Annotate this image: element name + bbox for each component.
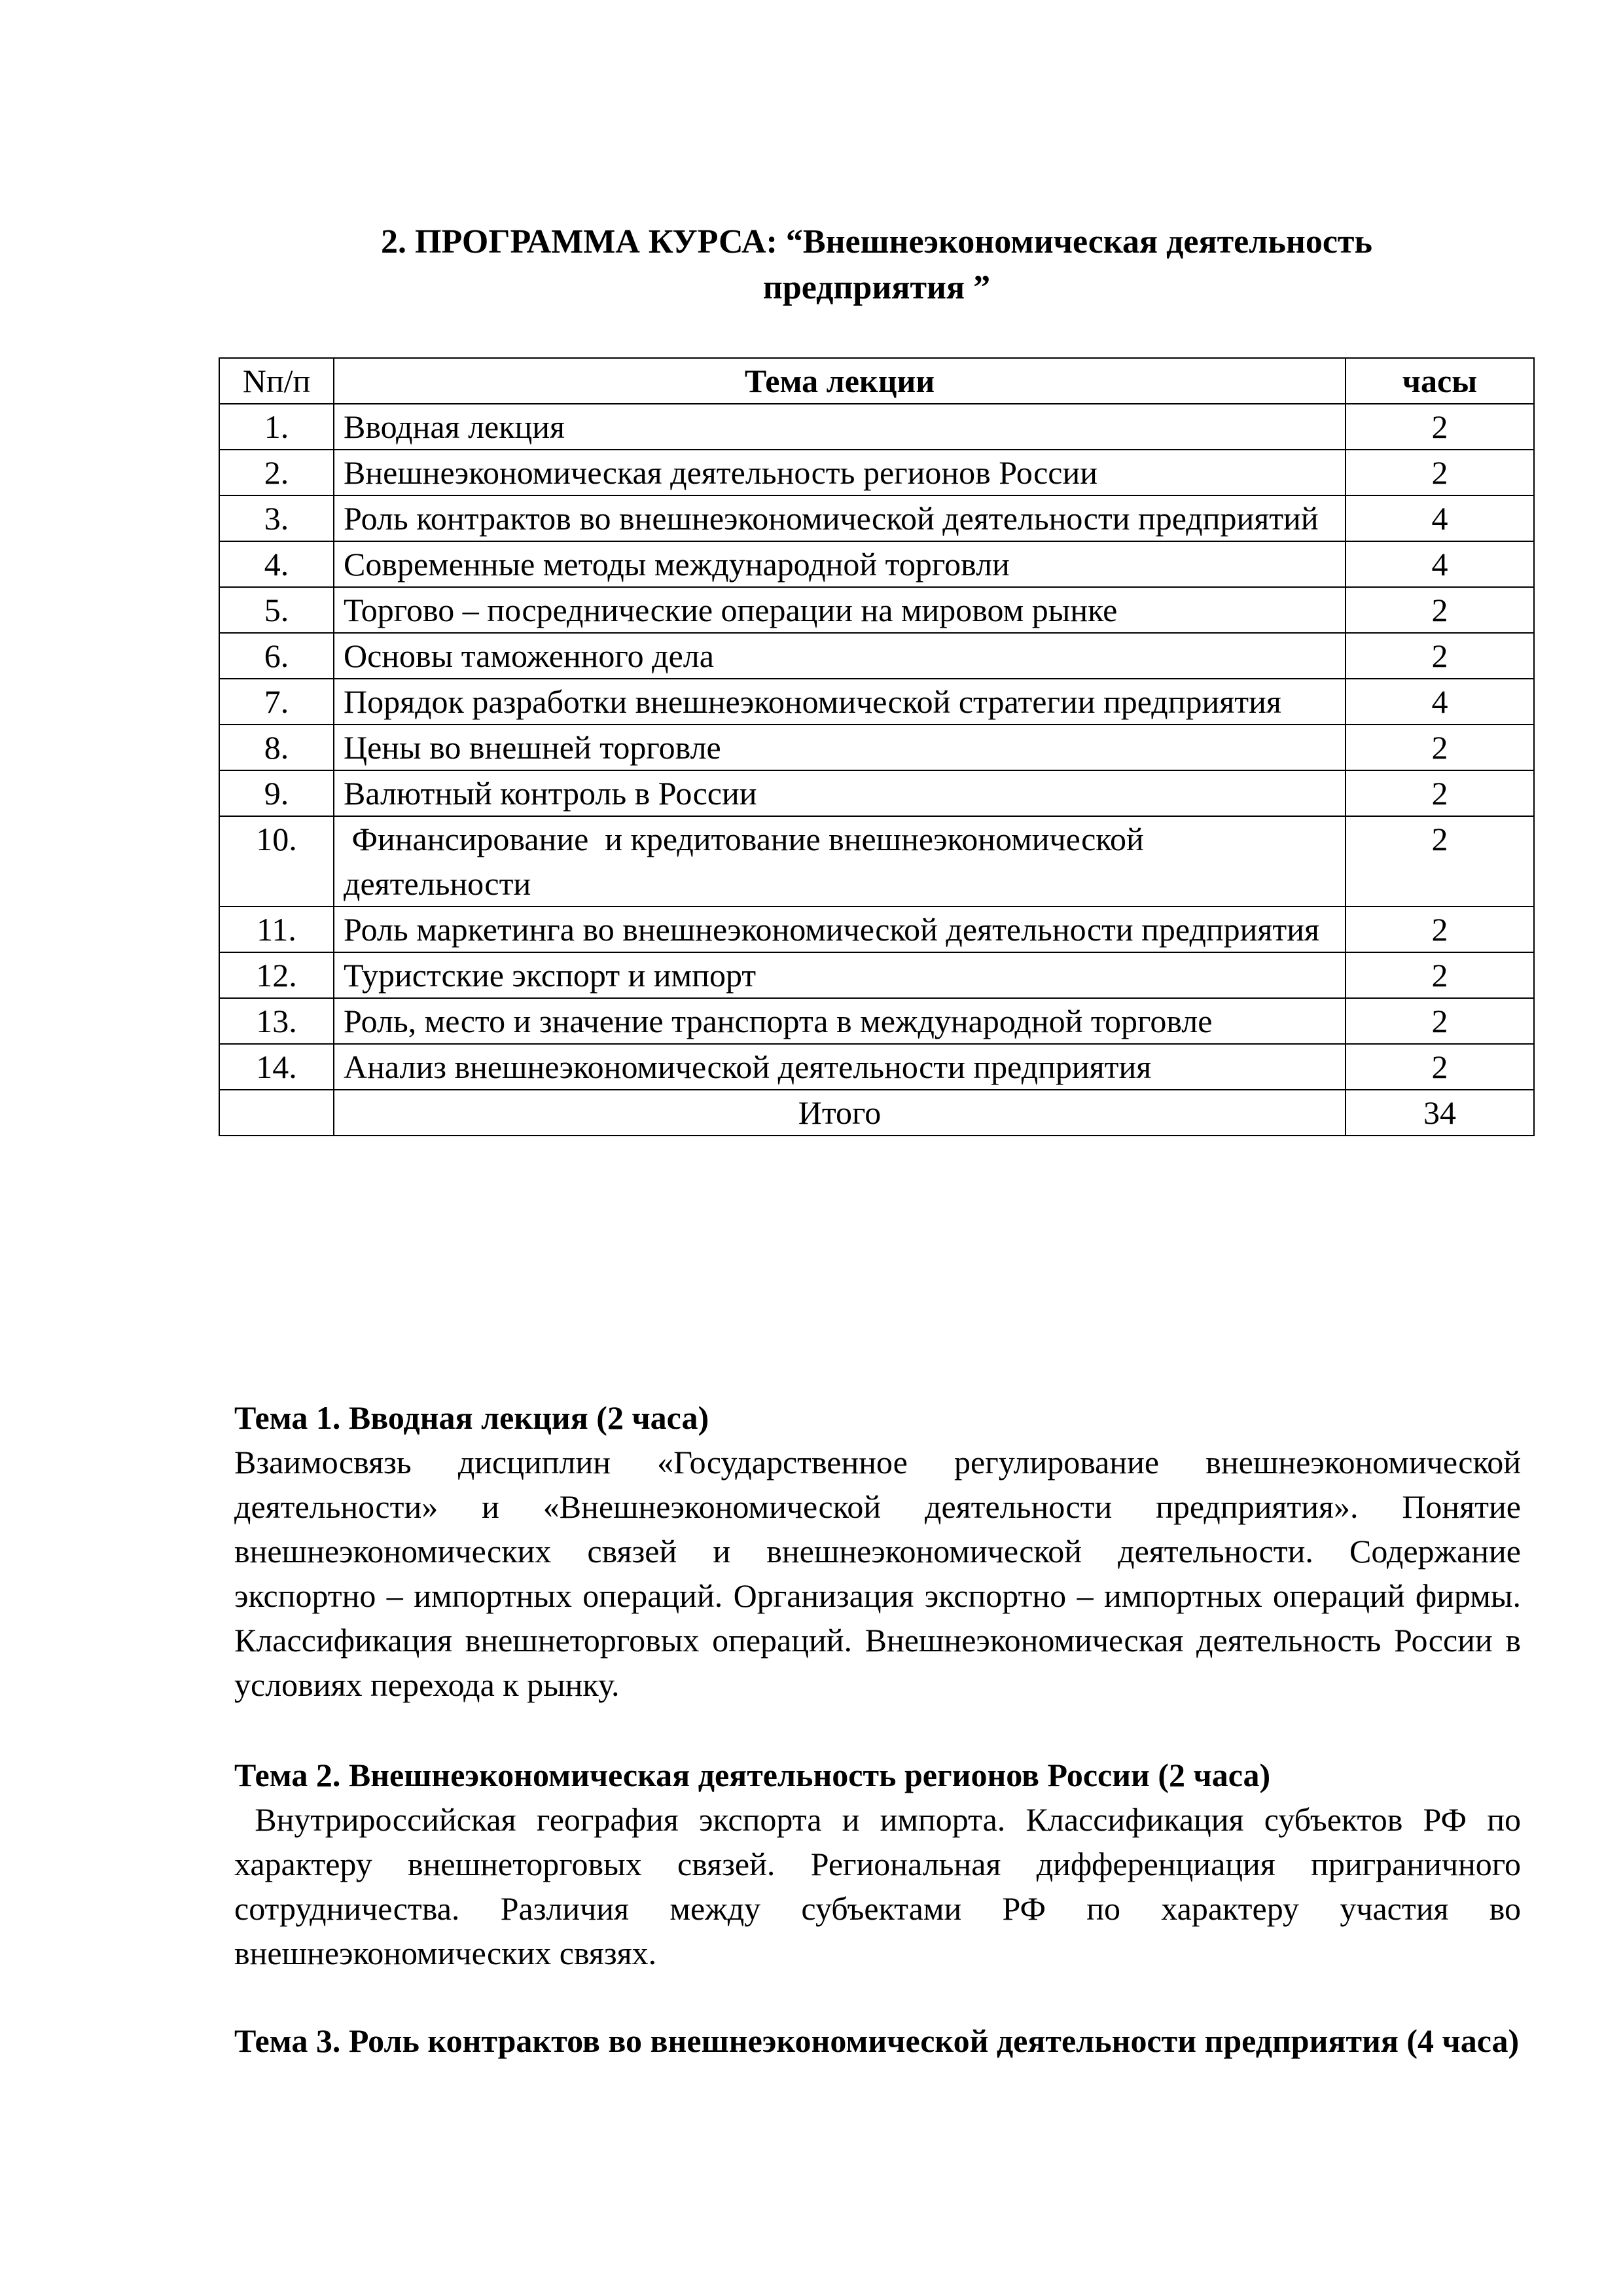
row-number: 4. xyxy=(219,541,334,587)
row-hours: 2 xyxy=(1346,1044,1534,1090)
title-line-2: предприятия ” xyxy=(762,269,991,306)
row-hours: 4 xyxy=(1346,495,1534,541)
row-topic: Роль, место и значение транспорта в международной торговле xyxy=(334,998,1346,1044)
table-row xyxy=(219,952,1534,998)
total-hours: 34 xyxy=(1346,1090,1534,1136)
row-number: 11. xyxy=(219,906,334,952)
course-program-table xyxy=(219,357,1535,1136)
title-line-1: 2. ПРОГРАММА КУРСА: “Внешнеэкономическая деятельность xyxy=(381,223,1372,260)
row-number: 3. xyxy=(219,495,334,541)
table-row xyxy=(219,495,1534,541)
section-heading: Тема 1. Вводная лекция (2 часа) xyxy=(234,1399,709,1436)
table-row xyxy=(219,770,1534,816)
section-body: Взаимосвязь дисциплин «Государственное регулирование внешнеэкономической деятельности» и «Внешнеэкономической деятельности предприятия». Понятие внешнеэкономических связей и внешнеэкономической деятельности. Содержание экспортно – импортных операций. Организация экспортно – импортных операций фирмы. Классификация внешнеторговых операций. Внешнеэкономическая деятельность России в условиях перехода к рынку. xyxy=(234,1444,1521,1703)
row-topic: Торгово – посреднические операции на мировом рынке xyxy=(334,587,1346,633)
header-number: Nп/п xyxy=(219,358,334,404)
section-topic-2 xyxy=(234,1753,1529,1975)
table-row xyxy=(219,404,1534,450)
row-hours: 2 xyxy=(1346,906,1534,952)
row-number: 10. xyxy=(219,816,334,906)
row-hours: 2 xyxy=(1346,998,1534,1044)
row-hours: 2 xyxy=(1346,816,1534,906)
row-number: 5. xyxy=(219,587,334,633)
row-hours: 2 xyxy=(1346,633,1534,679)
row-topic: Туристские экспорт и импорт xyxy=(334,952,1346,998)
table-row xyxy=(219,450,1534,495)
row-number: 14. xyxy=(219,1044,334,1090)
row-hours: 2 xyxy=(1346,952,1534,998)
row-number: 1. xyxy=(219,404,334,450)
row-topic: Цены во внешней торговле xyxy=(334,725,1346,770)
row-number: 8. xyxy=(219,725,334,770)
row-topic: Роль контрактов во внешнеэкономической деятельности предприятий xyxy=(334,495,1346,541)
page-title xyxy=(219,219,1535,311)
header-hours: часы xyxy=(1346,358,1534,404)
table-row xyxy=(219,679,1534,725)
row-number: 2. xyxy=(219,450,334,495)
total-empty-cell xyxy=(219,1090,334,1136)
row-hours: 2 xyxy=(1346,404,1534,450)
row-hours: 4 xyxy=(1346,541,1534,587)
row-hours: 2 xyxy=(1346,450,1534,495)
row-topic: Современные методы международной торговли xyxy=(334,541,1346,587)
section-heading: Тема 2. Внешнеэкономическая деятельность регионов России (2 часа) xyxy=(234,1757,1271,1793)
total-label: Итого xyxy=(334,1090,1346,1136)
row-hours: 2 xyxy=(1346,770,1534,816)
row-topic: Финансирование и кредитование внешнеэкономической деятельности xyxy=(334,816,1346,906)
section-heading: Тема 3. Роль контрактов во внешнеэкономической деятельности предприятия (4 часа) xyxy=(234,2022,1520,2059)
row-topic: Валютный контроль в России xyxy=(334,770,1346,816)
row-topic: Основы таможенного дела xyxy=(334,633,1346,679)
total-row xyxy=(219,1090,1534,1136)
row-hours: 4 xyxy=(1346,679,1534,725)
row-topic: Анализ внешнеэкономической деятельности предприятия xyxy=(334,1044,1346,1090)
table-row xyxy=(219,998,1534,1044)
row-number: 7. xyxy=(219,679,334,725)
row-number: 12. xyxy=(219,952,334,998)
section-body: Внутрироссийская география экспорта и импорта. Классификация субъектов РФ по характеру внешнеторговых связей. Региональная дифференциация приграничного сотрудничества. Различия между субъектами РФ по характеру участия во внешнеэкономических связях. xyxy=(234,1801,1529,1971)
row-topic: Роль маркетинга во внешнеэкономической деятельности предприятия xyxy=(334,906,1346,952)
table-row xyxy=(219,816,1534,906)
row-hours: 2 xyxy=(1346,725,1534,770)
table-row xyxy=(219,1044,1534,1090)
row-number: 6. xyxy=(219,633,334,679)
header-topic: Тема лекции xyxy=(334,358,1346,404)
section-topic-3 xyxy=(234,2018,1521,2063)
row-number: 13. xyxy=(219,998,334,1044)
table-row xyxy=(219,587,1534,633)
section-topic-1 xyxy=(234,1395,1521,1707)
row-topic: Вводная лекция xyxy=(334,404,1346,450)
row-topic: Внешнеэкономическая деятельность регионов России xyxy=(334,450,1346,495)
row-topic: Порядок разработки внешнеэкономической стратегии предприятия xyxy=(334,679,1346,725)
table-header-row xyxy=(219,358,1534,404)
table-row xyxy=(219,906,1534,952)
table-row xyxy=(219,541,1534,587)
row-number: 9. xyxy=(219,770,334,816)
row-hours: 2 xyxy=(1346,587,1534,633)
table-row xyxy=(219,633,1534,679)
table-row xyxy=(219,725,1534,770)
